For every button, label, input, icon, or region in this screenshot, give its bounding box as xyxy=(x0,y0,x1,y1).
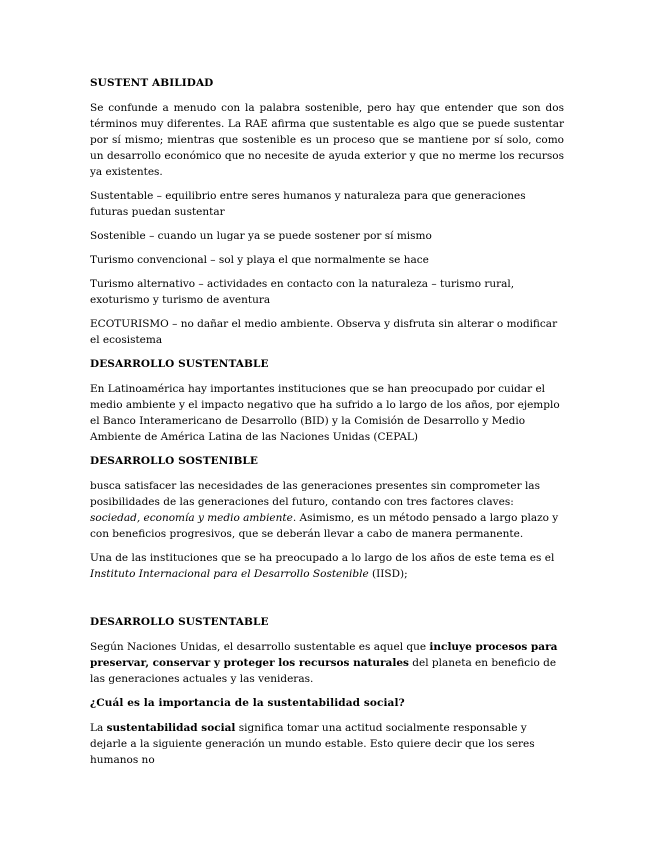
heading-desarrollo-sustentable-2: DESARROLLO SUSTENTABLE xyxy=(90,616,269,628)
def-ecoturismo: ECOTURISMO – no dañar el medio ambiente. Observa y disfruta sin alterar o modificar el ecosistema xyxy=(90,318,558,346)
sostenible-text-b: . Asimismo, es un método pensado a largo plazo y con beneficios progresivos, que se deberán llevar a cabo de manera permanente. xyxy=(90,512,559,540)
intro-paragraph: Se confunde a menudo con la palabra sostenible, pero hay que entender que son dos términos muy diferentes. La RAE afirma que sustentable es algo que se puede sustentar por sí mismo; mientras que sostenible es un proceso que se mantiene por sí solo, como un desarrollo económico que no necesite de ayuda exterior y que no merme los recursos ya existentes. xyxy=(90,102,564,178)
heading-desarrollo-sostenible: DESARROLLO SOSTENIBLE xyxy=(90,455,259,467)
def-turismo-alternativo: Turismo alternativo – actividades en contacto con la naturaleza – turismo rural, exoturismo y turismo de aventura xyxy=(90,278,515,306)
heading-desarrollo-sustentable: DESARROLLO SUSTENTABLE xyxy=(90,358,269,370)
naciones-unidas-paragraph xyxy=(90,639,564,687)
def-turismo-convencional: Turismo convencional – sol y playa el que normalmente se hace xyxy=(90,254,429,266)
spacer xyxy=(90,590,564,614)
nu-bold: incluye procesos para preservar, conservar y proteger los recursos naturales xyxy=(90,641,558,669)
iisd-text-a: Una de las instituciones que se ha preocupado a lo largo de los años de este tema es el xyxy=(90,552,555,564)
question-heading: ¿Cuál es la importancia de la sustentabilidad social? xyxy=(90,697,405,709)
ss-bold: sustentabilidad social xyxy=(106,722,236,734)
sostenible-factors: sociedad, economía y medio ambiente xyxy=(90,512,293,524)
def-sustentable: Sustentable – equilibrio entre seres humanos y naturaleza para que generaciones futuras puedan sustentar xyxy=(90,190,526,218)
def-sostenible: Sostenible – cuando un lugar ya se puede sostener por sí mismo xyxy=(90,230,432,242)
iisd-name: Instituto Internacional para el Desarrollo Sostenible xyxy=(90,568,369,580)
document-page xyxy=(90,75,564,776)
ss-text-c: significa tomar una actitud socialmente responsable y dejarle a la siguiente generación un mundo estable. Esto quiere decir que los seres humanos no xyxy=(90,722,535,766)
heading-sustentabilidad: SUSTENT ABILIDAD xyxy=(90,77,214,89)
nu-text-a: Según Naciones Unidas, el desarrollo sustentable es aquel que xyxy=(90,641,430,653)
ss-text-a: La xyxy=(90,722,107,734)
nu-text-c: del planeta en beneficio de las generaciones actuales y las venideras. xyxy=(90,657,557,685)
iisd-paragraph xyxy=(90,550,564,582)
sostenible-paragraph xyxy=(90,478,564,542)
iisd-text-b: (IISD); xyxy=(368,568,408,580)
sostenible-text-a: busca satisfacer las necesidades de las generaciones presentes sin comprometer las posibilidades de las generaciones del futuro, contando con tres factores claves: xyxy=(90,480,540,508)
latinoamerica-paragraph: En Latinoamérica hay importantes instituciones que se han preocupado por cuidar el medio ambiente y el impacto negativo que ha sufrido a lo largo de los años, por ejemplo el Banco Interamericano de Desarrollo (BID) y la Comisión de Desarrollo y Medio Ambiente de América Latina de las Naciones Unidas (CEPAL) xyxy=(90,383,560,443)
sustentabilidad-social-paragraph xyxy=(90,720,564,768)
